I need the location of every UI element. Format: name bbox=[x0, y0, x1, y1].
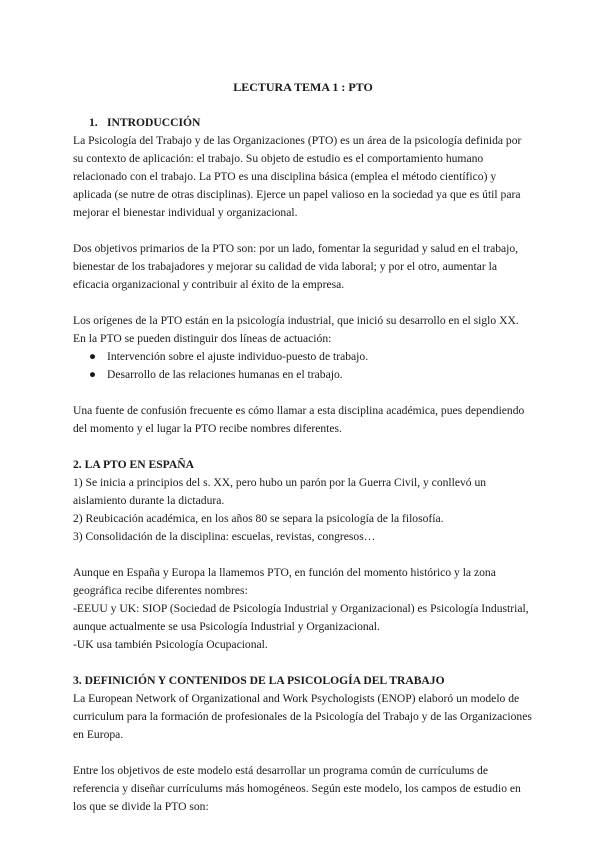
section-1-title: INTRODUCCIÓN bbox=[107, 116, 201, 129]
section-2-heading: 2. LA PTO EN ESPAÑA bbox=[73, 458, 195, 471]
page-title: LECTURA TEMA 1 : PTO bbox=[233, 80, 373, 94]
list-item: ● Desarrollo de las relaciones humanas en el trabajo. bbox=[73, 366, 533, 384]
section-1-paragraph-4: Una fuente de confusión frecuente es cómo llamar a esta disciplina académica, pues dependiendo del momento y el lugar la PTO recibe nombres diferentes. bbox=[73, 404, 525, 435]
section-2-item-2: 2) Reubicación académica, en los años 80 se separa la psicología de la filosofía. bbox=[73, 512, 444, 525]
section-2-item-3: 3) Consolidación de la disciplina: escuelas, revistas, congresos… bbox=[73, 530, 376, 543]
bullet-icon: ● bbox=[89, 350, 97, 363]
section-2-paragraph-1: Aunque en España y Europa la llamemos PTO, en función del momento histórico y la zona geográfica recibe diferentes nombres: bbox=[73, 566, 496, 597]
list-item: ● Intervención sobre el ajuste individuo-puesto de trabajo. bbox=[73, 348, 533, 366]
section-1-paragraph-3: Los orígenes de la PTO están en la psicología industrial, que inició su desarrollo en el siglo XX. En la PTO se pueden distinguir dos líneas de actuación: bbox=[73, 314, 519, 345]
section-1-bullet-list bbox=[73, 348, 533, 384]
section-1-paragraph-1: La Psicología del Trabajo y de las Organizaciones (PTO) es un área de la psicología definida por su contexto de aplicación: el trabajo. Su objeto de estudio es el comportamiento humano relacionado con el trabajo. La PTO es una disciplina básica (emplea el método científico) y aplicada (se nutre de otras disciplinas). Ejerce un papel valioso en la sociedad ya que es útil para mejorar el bienestar individual y organizacional. bbox=[73, 134, 522, 219]
section-1-heading bbox=[73, 114, 533, 132]
document-page bbox=[73, 70, 533, 816]
section-1-number: 1. bbox=[89, 116, 98, 129]
bullet-icon: ● bbox=[89, 368, 97, 381]
section-2-line-2: -UK usa también Psicología Ocupacional. bbox=[73, 638, 268, 651]
section-3-paragraph-2: Entre los objetivos de este modelo está desarrollar un programa común de currículums de referencia y diseñar currículums más homogéneos. Según este modelo, los campos de estudio en los que se divide la PTO son: bbox=[73, 764, 521, 813]
section-1-paragraph-2: Dos objetivos primarios de la PTO son: por un lado, fomentar la seguridad y salud en el trabajo, bienestar de los trabajadores y mejorar su calidad de vida laboral; y por el otro, aumentar la eficacia organizacional y contribuir al éxito de la empresa. bbox=[73, 242, 519, 291]
section-2-line-1: -EEUU y UK: SIOP (Sociedad de Psicología Industrial y Organizacional) es Psicología Industrial, aunque actualmente se usa Psicología Industrial y Organizacional. bbox=[73, 602, 529, 633]
section-3-paragraph-1: La European Network of Organizational and Work Psychologists (ENOP) elaboró un modelo de curriculum para la formación de profesionales de la Psicología del Trabajo y de las Organizaciones en Europa. bbox=[73, 692, 532, 741]
section-3-heading: 3. DEFINICIÓN Y CONTENIDOS DE LA PSICOLOGÍA DEL TRABAJO bbox=[73, 674, 445, 687]
section-2-item-1: 1) Se inicia a principios del s. XX, pero hubo un parón por la Guerra Civil, y conllevó un aislamiento durante la dictadura. bbox=[73, 476, 487, 507]
